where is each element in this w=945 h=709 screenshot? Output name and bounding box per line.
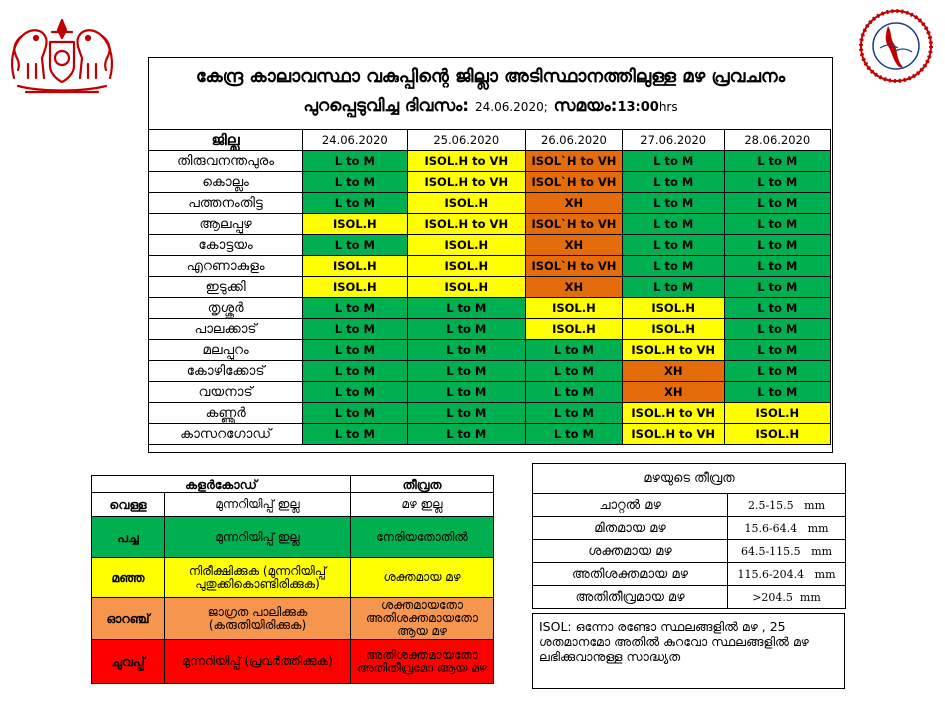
district-name: കോട്ടയം (149, 235, 303, 256)
forecast-cell: L to M (303, 319, 407, 340)
forecast-title: കേന്ദ്ര കാലാവസ്ഥാ വകുപ്പിന്റെ ജില്ലാ അടിസ്ഥാനത്തിലുള്ള മഴ പ്രവചനം (195, 66, 786, 87)
district-name: കാസറഗോഡ് (149, 424, 303, 445)
forecast-row (149, 151, 831, 172)
intensity-label: അതിശക്തമായ മഴ (533, 563, 728, 586)
intensity-title-row (533, 464, 846, 494)
forecast-cell: L to M (303, 340, 407, 361)
forecast-cell: L to M (407, 361, 525, 382)
intensity-range: >204.5 mm (728, 586, 846, 609)
forecast-cell: ISOL.H to VH (622, 340, 724, 361)
forecast-cell: L to M (303, 382, 407, 403)
forecast-cell: L to M (724, 298, 830, 319)
forecast-cell: L to M (622, 214, 724, 235)
forecast-row (149, 172, 831, 193)
forecast-cell: L to M (407, 298, 525, 319)
legend-meaning: മുന്നറിയിപ്പ് ഇല്ല (165, 493, 351, 517)
forecast-cell: L to M (724, 193, 830, 214)
forecast-cell: ISOL.H (407, 256, 525, 277)
forecast-cell: ISOL`H to VH (526, 151, 623, 172)
legend-intensity: ശക്തമായതോ അതിശക്തമായതോ ആയ മഴ (351, 598, 494, 640)
forecast-cell: ISOL.H (407, 193, 525, 214)
forecast-cell: ISOL`H to VH (526, 256, 623, 277)
intensity-range: 2.5-15.5 mm (728, 494, 846, 517)
date-header: 26.06.2020 (526, 130, 623, 151)
legend-intensity: ശക്തമായ മഴ (351, 558, 494, 598)
intensity-row (533, 540, 846, 563)
forecast-row (149, 340, 831, 361)
time-value: 13:00 (617, 100, 659, 115)
district-rainfall-forecast (148, 57, 833, 453)
kerala-emblem-icon (6, 8, 118, 96)
legend-color-name: ചുവപ്പ് (92, 640, 165, 684)
forecast-cell: ISOL.H (303, 214, 407, 235)
forecast-cell: L to M (526, 403, 623, 424)
forecast-row (149, 361, 831, 382)
forecast-row (149, 193, 831, 214)
date-header: 28.06.2020 (724, 130, 830, 151)
time-unit: hrs (658, 100, 678, 114)
forecast-cell: ISOL.H (526, 298, 623, 319)
legend-header-intensity: തീവ്രത (351, 476, 494, 493)
forecast-row (149, 235, 831, 256)
forecast-cell: ISOL.H (724, 403, 830, 424)
legend-meaning: ജാഗ്രത പാലിക്കുക (കരുതിയിരിക്കുക) (165, 598, 351, 640)
forecast-row (149, 382, 831, 403)
legend-intensity: നേരിയതോതിൽ (351, 517, 494, 558)
forecast-row (149, 214, 831, 235)
legend-row (92, 493, 494, 517)
forecast-cell: L to M (724, 172, 830, 193)
forecast-cell: L to M (724, 340, 830, 361)
intensity-range: 115.6-204.4 mm (728, 563, 846, 586)
legend-header-row (92, 476, 494, 493)
forecast-cell: XH (526, 235, 623, 256)
forecast-cell: L to M (407, 382, 525, 403)
legend-row (92, 517, 494, 558)
district-name: വയനാട് (149, 382, 303, 403)
forecast-issued-line (149, 96, 832, 116)
district-name: പാലക്കാട് (149, 319, 303, 340)
legend-header-code: കളർകോഡ് (92, 476, 351, 493)
forecast-cell: L to M (303, 298, 407, 319)
issued-label: പുറപ്പെടുവിച്ച ദിവസം: (303, 96, 470, 116)
forecast-cell: L to M (622, 172, 724, 193)
legend-meaning: മുന്നറിയിപ്പ് (പ്രവർത്തിക്കുക) (165, 640, 351, 684)
intensity-row (533, 517, 846, 540)
forecast-cell: L to M (724, 382, 830, 403)
intensity-label: അതിതീവ്രമായ മഴ (533, 586, 728, 609)
forecast-cell: L to M (303, 151, 407, 172)
forecast-cell: ISOL.H to VH (407, 172, 525, 193)
issued-date: 24.06.2020; (475, 100, 548, 114)
legend-color-name: പച്ച (92, 517, 165, 558)
forecast-cell: L to M (303, 424, 407, 445)
forecast-cell: ISOL.H to VH (622, 403, 724, 424)
forecast-cell: XH (622, 382, 724, 403)
legend-meaning: മുന്നറിയിപ്പ് ഇല്ല (165, 517, 351, 558)
intensity-range: 15.6-64.4 mm (728, 517, 846, 540)
isol-note: ISOL: ഒന്നോ രണ്ടോ സ്ഥലങ്ങളിൽ മഴ , 25 ശതമാനമോ അതിൽ കുറവോ സ്ഥലങ്ങളിൽ മഴ ലഭിക്കുവാനുള്ള സാദ്ധ്യത (532, 613, 845, 689)
forecast-cell: ISOL.H (724, 424, 830, 445)
forecast-cell: L to M (622, 277, 724, 298)
legend-color-name: മഞ്ഞ (92, 558, 165, 598)
intensity-label: മിതമായ മഴ (533, 517, 728, 540)
forecast-cell: ISOL.H to VH (407, 151, 525, 172)
forecast-cell: ISOL.H to VH (622, 424, 724, 445)
forecast-cell: L to M (724, 361, 830, 382)
forecast-cell: L to M (526, 424, 623, 445)
color-code-legend (91, 475, 494, 684)
time-label: സമയം: (553, 96, 618, 116)
forecast-cell: ISOL.H (526, 319, 623, 340)
intensity-label: ശക്തമായ മഴ (533, 540, 728, 563)
forecast-cell: L to M (724, 256, 830, 277)
district-name: ആലപ്പുഴ (149, 214, 303, 235)
forecast-cell: L to M (622, 193, 724, 214)
rain-intensity-table (532, 463, 846, 609)
forecast-cell: ISOL.H (407, 235, 525, 256)
forecast-cell: ISOL`H to VH (526, 172, 623, 193)
forecast-cell: L to M (526, 340, 623, 361)
legend-intensity: മഴ ഇല്ല (351, 493, 494, 517)
legend-color-name: ഓറഞ്ച് (92, 598, 165, 640)
forecast-cell: ISOL.H to VH (407, 214, 525, 235)
intensity-range: 64.5-115.5 mm (728, 540, 846, 563)
date-header: 25.06.2020 (407, 130, 525, 151)
forecast-cell: L to M (622, 235, 724, 256)
forecast-cell: ISOL.H (622, 298, 724, 319)
forecast-cell: XH (526, 277, 623, 298)
forecast-cell: L to M (724, 277, 830, 298)
forecast-header-row (149, 130, 831, 151)
district-name: തിരുവനന്തപുരം (149, 151, 303, 172)
district-name: പത്തനംതിട്ട (149, 193, 303, 214)
district-header: ജില്ല (149, 130, 303, 151)
intensity-label: ചാറ്റൽ മഴ (533, 494, 728, 517)
forecast-cell: L to M (724, 319, 830, 340)
forecast-cell: L to M (526, 382, 623, 403)
forecast-cell: L to M (303, 172, 407, 193)
forecast-row (149, 424, 831, 445)
forecast-cell: L to M (622, 151, 724, 172)
forecast-cell: ISOL`H to VH (526, 214, 623, 235)
forecast-cell: L to M (526, 361, 623, 382)
forecast-cell: L to M (724, 151, 830, 172)
forecast-row (149, 277, 831, 298)
date-header: 24.06.2020 (303, 130, 407, 151)
forecast-table (148, 129, 831, 445)
district-name: കണ്ണൂർ (149, 403, 303, 424)
intensity-title: മഴയുടെ തീവ്രത (533, 464, 846, 494)
intensity-row (533, 586, 846, 609)
legend-row (92, 598, 494, 640)
forecast-cell: L to M (407, 319, 525, 340)
forecast-cell: L to M (303, 193, 407, 214)
forecast-row (149, 403, 831, 424)
disaster-management-seal-icon (858, 8, 934, 84)
district-name: കോഴിക്കോട് (149, 361, 303, 382)
intensity-row (533, 494, 846, 517)
legend-row (92, 558, 494, 598)
forecast-cell: ISOL.H (407, 277, 525, 298)
forecast-cell: L to M (303, 403, 407, 424)
forecast-row (149, 256, 831, 277)
forecast-cell: XH (622, 361, 724, 382)
forecast-cell: L to M (622, 256, 724, 277)
district-name: മലപ്പുറം (149, 340, 303, 361)
district-name: തൃശ്ശൂർ (149, 298, 303, 319)
forecast-cell: ISOL.H (303, 277, 407, 298)
forecast-row (149, 319, 831, 340)
legend-row (92, 640, 494, 684)
forecast-row (149, 298, 831, 319)
legend-color-name: വെള്ള (92, 493, 165, 517)
forecast-cell: L to M (303, 361, 407, 382)
forecast-cell: L to M (303, 235, 407, 256)
forecast-cell: XH (526, 193, 623, 214)
legend-meaning: നിരീക്ഷിക്കുക (മുന്നറിയിപ്പ് പുതുക്കികൊണ്ടിരിക്കുക) (165, 558, 351, 598)
forecast-cell: L to M (407, 340, 525, 361)
intensity-row (533, 563, 846, 586)
forecast-cell: L to M (407, 424, 525, 445)
district-name: ഇടുക്കി (149, 277, 303, 298)
forecast-cell: ISOL.H (303, 256, 407, 277)
district-name: എറണാകുളം (149, 256, 303, 277)
forecast-cell: L to M (724, 235, 830, 256)
date-header: 27.06.2020 (622, 130, 724, 151)
district-name: കൊല്ലം (149, 172, 303, 193)
forecast-cell: L to M (724, 214, 830, 235)
forecast-cell: L to M (407, 403, 525, 424)
legend-intensity: അതിശക്തമായതോ അതിതീവ്രമോ ആയ മഴ (351, 640, 494, 684)
forecast-cell: ISOL.H (622, 319, 724, 340)
